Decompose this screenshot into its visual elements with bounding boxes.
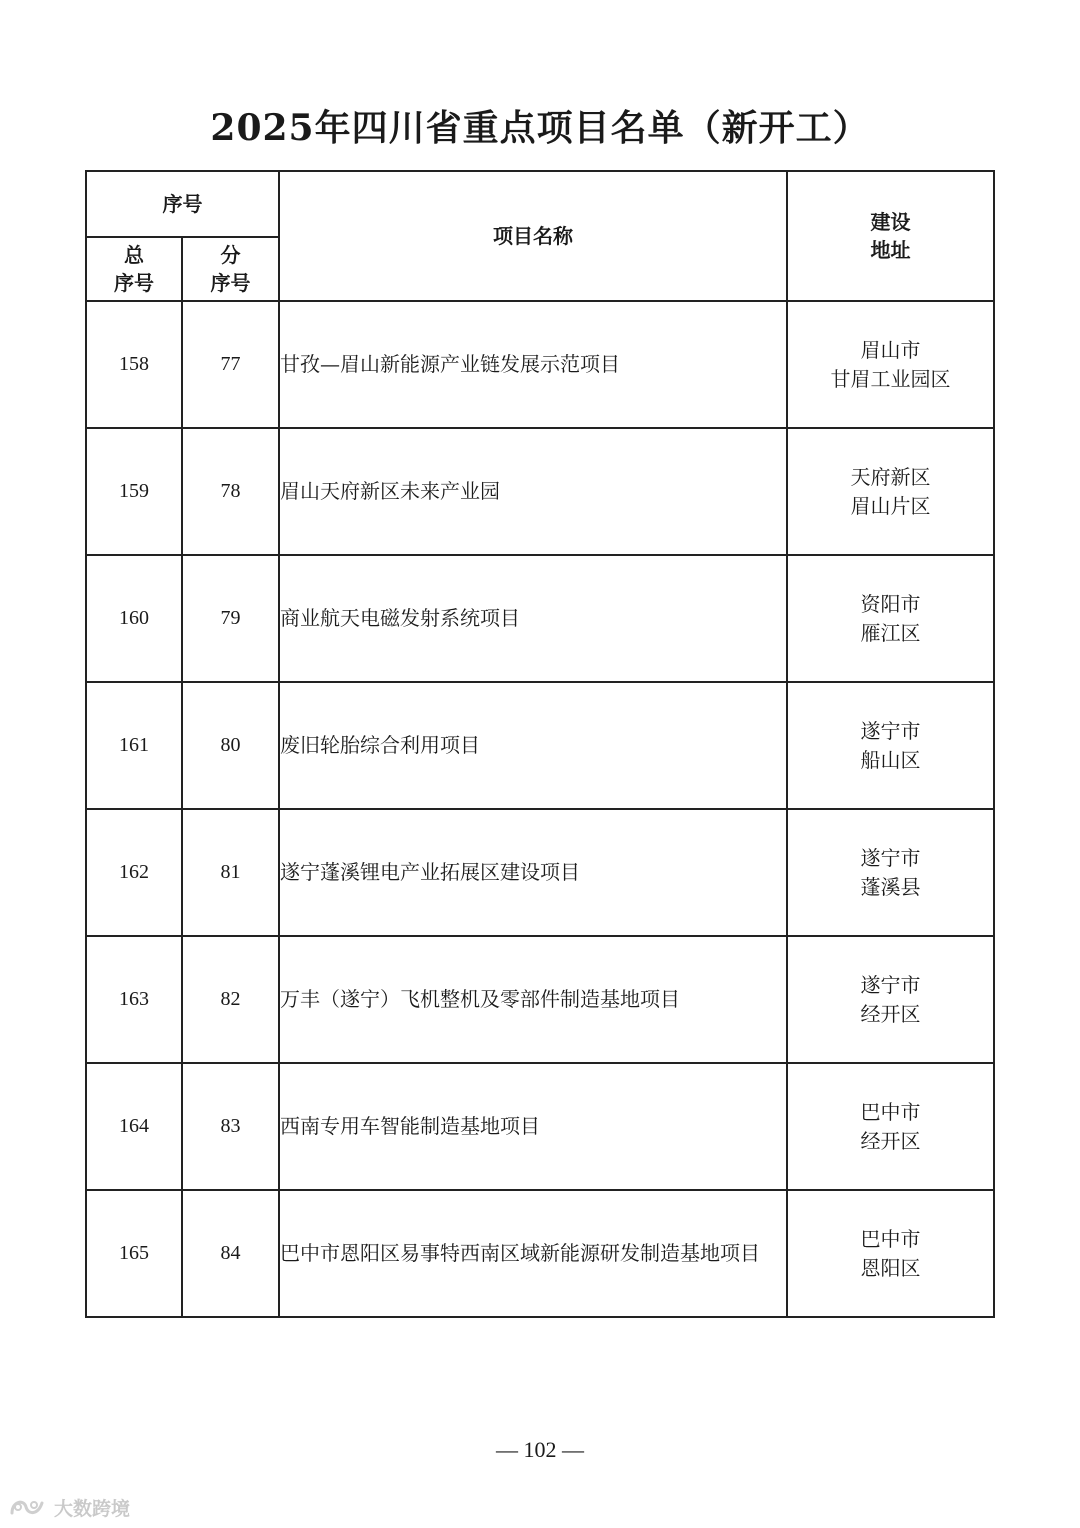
table-row [86,1063,994,1190]
header-total-seq: 总 序号 [86,237,182,301]
sub-seq-cell: 84 [182,1190,279,1317]
watermark-logo-icon [8,1495,48,1519]
project-table [85,170,995,1318]
project-name-cell: 甘孜—眉山新能源产业链发展示范项目 [279,301,787,428]
location-cell [787,555,994,682]
page-number: — 102 — [496,1437,584,1462]
project-name-cell: 西南专用车智能制造基地项目 [279,1063,787,1190]
header-sub-seq: 分 序号 [182,237,279,301]
location-city: 天府新区 [850,464,931,489]
watermark [8,1492,130,1522]
location-city: 遂宁市 [860,718,921,743]
location-district: 眉山片区 [850,493,931,518]
sub-seq-cell: 83 [182,1063,279,1190]
location-district: 船山区 [860,747,921,772]
table-row [86,682,994,809]
location-city: 眉山市 [860,337,921,362]
total-seq-cell: 158 [86,301,182,428]
table-row [86,809,994,936]
total-seq-cell: 159 [86,428,182,555]
total-seq-cell: 162 [86,809,182,936]
sub-seq-cell: 77 [182,301,279,428]
header-location: 建设 地址 [787,171,994,301]
location-cell [787,1190,994,1317]
sub-seq-cell: 80 [182,682,279,809]
location-district: 恩阳区 [860,1255,921,1280]
location-district: 雁江区 [860,620,921,645]
table-row [86,1190,994,1317]
table-header-row [86,171,994,237]
location-cell [787,936,994,1063]
page-title: 2025年四川省重点项目名单（新开工） [210,107,870,149]
location-cell [787,1063,994,1190]
total-seq-cell: 160 [86,555,182,682]
sub-seq-cell: 79 [182,555,279,682]
project-name-cell: 商业航天电磁发射系统项目 [279,555,787,682]
project-name-cell: 巴中市恩阳区易事特西南区域新能源研发制造基地项目 [279,1190,787,1317]
project-name-cell: 眉山天府新区未来产业园 [279,428,787,555]
header-seq-group: 序号 [86,171,279,237]
location-city: 遂宁市 [860,972,921,997]
project-name-cell: 万丰（遂宁）飞机整机及零部件制造基地项目 [279,936,787,1063]
project-name-cell: 遂宁蓬溪锂电产业拓展区建设项目 [279,809,787,936]
total-seq-cell: 163 [86,936,182,1063]
watermark-text: 大数跨境 [54,1497,131,1520]
table-row [86,555,994,682]
location-city: 巴中市 [860,1226,921,1251]
location-district: 蓬溪县 [860,874,921,899]
table-row [86,301,994,428]
location-cell [787,301,994,428]
location-cell [787,809,994,936]
location-city: 资阳市 [860,591,921,616]
location-city: 巴中市 [860,1099,921,1124]
total-seq-cell: 161 [86,682,182,809]
sub-seq-cell: 78 [182,428,279,555]
location-city: 遂宁市 [860,845,921,870]
sub-seq-cell: 82 [182,936,279,1063]
location-district: 经开区 [860,1128,921,1153]
total-seq-cell: 164 [86,1063,182,1190]
header-project-name: 项目名称 [279,171,787,301]
sub-seq-cell: 81 [182,809,279,936]
location-cell [787,428,994,555]
project-name-cell: 废旧轮胎综合利用项目 [279,682,787,809]
table-row [86,428,994,555]
location-district: 甘眉工业园区 [830,366,951,391]
location-cell [787,682,994,809]
table-row [86,936,994,1063]
location-district: 经开区 [860,1001,921,1026]
total-seq-cell: 165 [86,1190,182,1317]
